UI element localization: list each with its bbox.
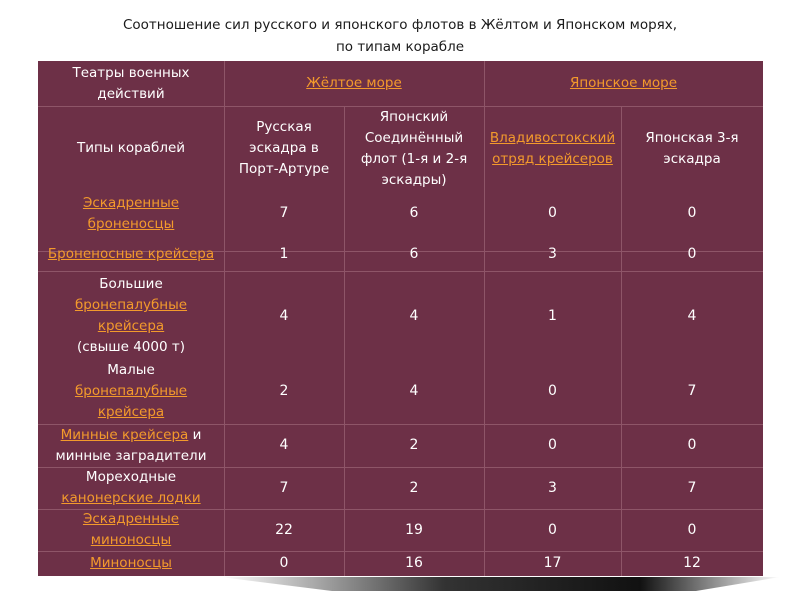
table-cell: 0 <box>687 205 697 221</box>
torpedo-boats-link[interactable]: Миноносцы <box>90 555 172 571</box>
table-cell: 6 <box>409 205 419 221</box>
table-cell: 4 <box>687 307 697 324</box>
table-cell: 4 <box>279 307 289 324</box>
page-title <box>0 14 800 58</box>
table-cell: 7 <box>279 205 289 221</box>
slide-shadow <box>220 577 780 591</box>
row-label-large-protected-cruisers: Большие бронепалубные крейсера (свыше 4000 т) <box>38 273 224 359</box>
torpedo-cruisers-link[interactable]: Минные крейсера <box>60 426 189 443</box>
table-cell: 0 <box>548 437 557 453</box>
table-cell: 16 <box>405 555 423 571</box>
table-cell: 4 <box>409 307 419 324</box>
header-col-vladivostok[interactable] <box>484 106 621 191</box>
row-label-destroyers[interactable] <box>38 509 224 551</box>
table-cell: 0 <box>687 245 697 262</box>
header-ship-types: Типы кораблей <box>76 140 186 156</box>
table-cell: 0 <box>548 521 557 538</box>
table-cell: 0 <box>687 521 697 538</box>
row-label-armored-cruisers[interactable] <box>38 239 224 269</box>
table-cell: 0 <box>548 382 557 399</box>
table-cell: 4 <box>279 437 289 453</box>
table-cell: 19 <box>405 521 423 538</box>
armored-cruisers-link[interactable]: Броненосные крейсера <box>47 245 215 262</box>
row-label-torpedo-boats[interactable] <box>38 551 224 576</box>
table-cell: 1 <box>548 307 557 324</box>
table-cell: 2 <box>279 382 289 399</box>
sea-of-japan-link[interactable]: Японское море <box>569 75 678 91</box>
row-label-squadron-battleships[interactable] <box>38 191 224 236</box>
destroyers-link[interactable]: Эскадренные миноносцы <box>82 511 180 548</box>
table-cell: 0 <box>279 555 289 571</box>
header-col-russian-port-arthur: Русская эскадра в Порт-Артуре <box>238 119 330 177</box>
table-cell: 3 <box>548 479 557 496</box>
table-cell: 7 <box>687 382 697 399</box>
header-sea-of-japan[interactable] <box>484 61 763 106</box>
table-cell: 0 <box>548 205 557 221</box>
table-cell: 0 <box>687 437 697 453</box>
table-cell: 12 <box>683 555 701 571</box>
squadron-battleships-link[interactable]: Эскадренные броненосцы <box>82 194 180 232</box>
gunboats-link[interactable]: канонерские лодки <box>61 490 201 506</box>
table-cell: 17 <box>543 555 562 571</box>
table-cell: 2 <box>409 479 419 496</box>
header-theaters: Театры военных действий <box>72 64 190 102</box>
table-cell: 4 <box>409 382 419 399</box>
row-label-torpedo-cruisers: Минные крейсера и минные заградители <box>55 426 207 464</box>
table-cell: 2 <box>409 437 419 453</box>
row-label-gunboats: Мореходные канонерские лодки <box>38 467 224 509</box>
small-protected-cruisers-link[interactable]: бронепалубные крейсера <box>74 382 188 420</box>
yellow-sea-link[interactable]: Жёлтое море <box>306 75 402 91</box>
table-cell: 7 <box>687 479 697 496</box>
table-cell: 7 <box>279 479 289 496</box>
large-protected-cruisers-link[interactable]: бронепалубные крейсера <box>74 297 188 334</box>
header-col-japanese-united-fleet: Японский Соединённый флот (1-я и 2-я эскадры) <box>360 108 468 188</box>
vladivostok-link[interactable]: Владивостокский отряд крейсеров <box>489 129 616 167</box>
title-line-2: по типам корабле <box>335 39 465 55</box>
table-cell: 3 <box>548 245 557 262</box>
table-cell: 6 <box>409 245 419 262</box>
header-yellow-sea[interactable] <box>224 61 484 106</box>
title-line-1: Соотношение сил русского и японского флотов в Жёлтом и Японском морях, <box>122 17 678 33</box>
header-col-japanese-3rd: Японская 3-я эскадра <box>645 129 739 167</box>
row-label-small-protected-cruisers: Малые бронепалубные крейсера <box>38 359 224 423</box>
table-cell: 22 <box>275 521 293 538</box>
table-cell: 1 <box>279 245 289 262</box>
comparison-table <box>38 61 763 576</box>
